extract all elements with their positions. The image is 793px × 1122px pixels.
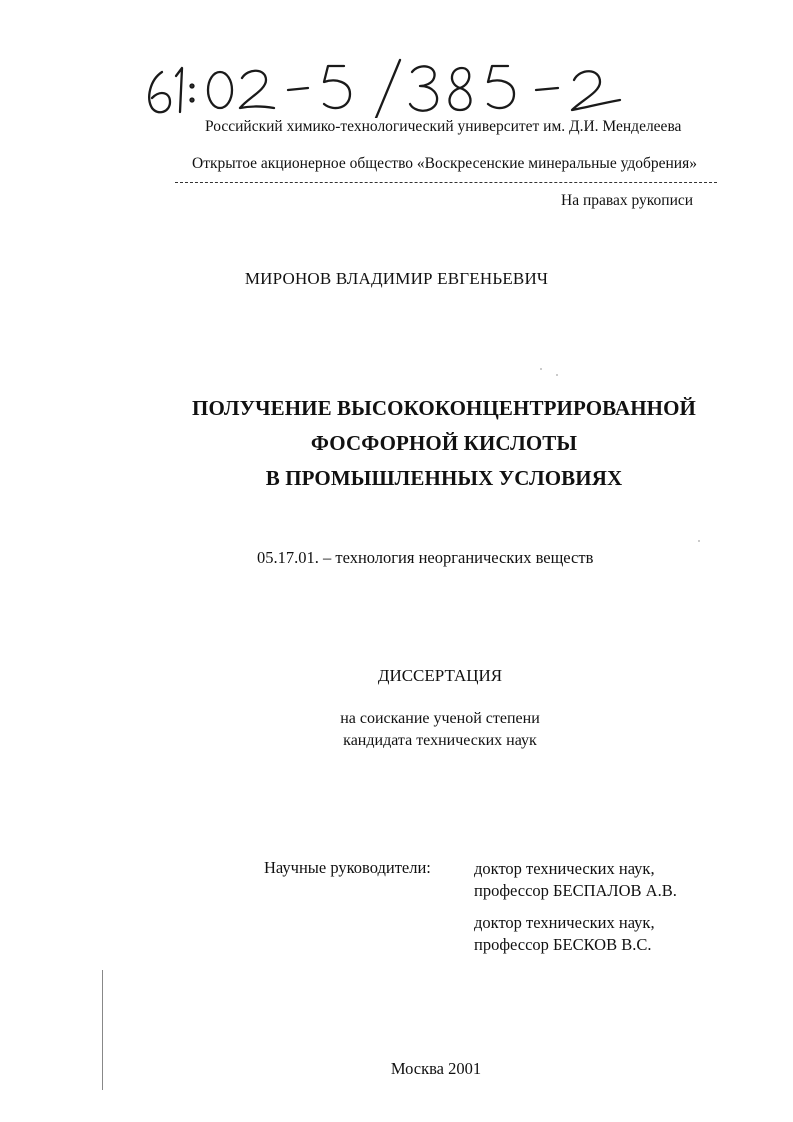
scan-speck	[540, 368, 542, 370]
handwritten-catalog-number	[140, 58, 640, 118]
dissertation-title	[0, 391, 793, 496]
scan-speck	[698, 540, 700, 542]
specialty-code: 05.17.01. – технология неорганических веществ	[257, 548, 594, 567]
degree-description	[0, 708, 793, 752]
supervisor-entry	[474, 912, 655, 956]
title-line-2: ФОСФОРНОЙ КИСЛОТЫ	[310, 431, 578, 455]
supervisor-degree: доктор технических наук,	[474, 913, 655, 932]
title-line-3: В ПРОМЫШЛЕННЫХ УСЛОВИЯХ	[265, 466, 623, 490]
company-name: Открытое акционерное общество «Воскресенские минеральные удобрения»	[192, 155, 697, 172]
title-line-1: ПОЛУЧЕНИЕ ВЫСОКОКОНЦЕНТРИРОВАННОЙ	[192, 396, 696, 420]
supervisor-name: профессор БЕСПАЛОВ А.В.	[474, 881, 677, 900]
university-name: Российский химико-технологический университет им. Д.И. Менделеева	[205, 118, 682, 135]
document-type: ДИССЕРТАЦИЯ	[377, 666, 503, 685]
city-and-year: Москва 2001	[390, 1059, 482, 1078]
supervisor-entry	[474, 858, 677, 902]
dashed-divider	[175, 182, 717, 183]
degree-line-2: кандидата технических наук	[343, 732, 537, 749]
manuscript-rights-note: На правах рукописи	[561, 192, 694, 209]
supervisor-degree: доктор технических наук,	[474, 859, 655, 878]
scan-edge-mark	[102, 970, 103, 1090]
scan-speck	[556, 374, 558, 376]
author-name	[0, 269, 793, 289]
author-name-text: МИРОНОВ ВЛАДИМИР ЕВГЕНЬЕВИЧ	[244, 269, 549, 288]
supervisor-name: профессор БЕСКОВ В.С.	[474, 935, 652, 954]
degree-line-1: на соискание ученой степени	[340, 710, 540, 727]
supervisors-label: Научные руководители:	[264, 858, 431, 877]
